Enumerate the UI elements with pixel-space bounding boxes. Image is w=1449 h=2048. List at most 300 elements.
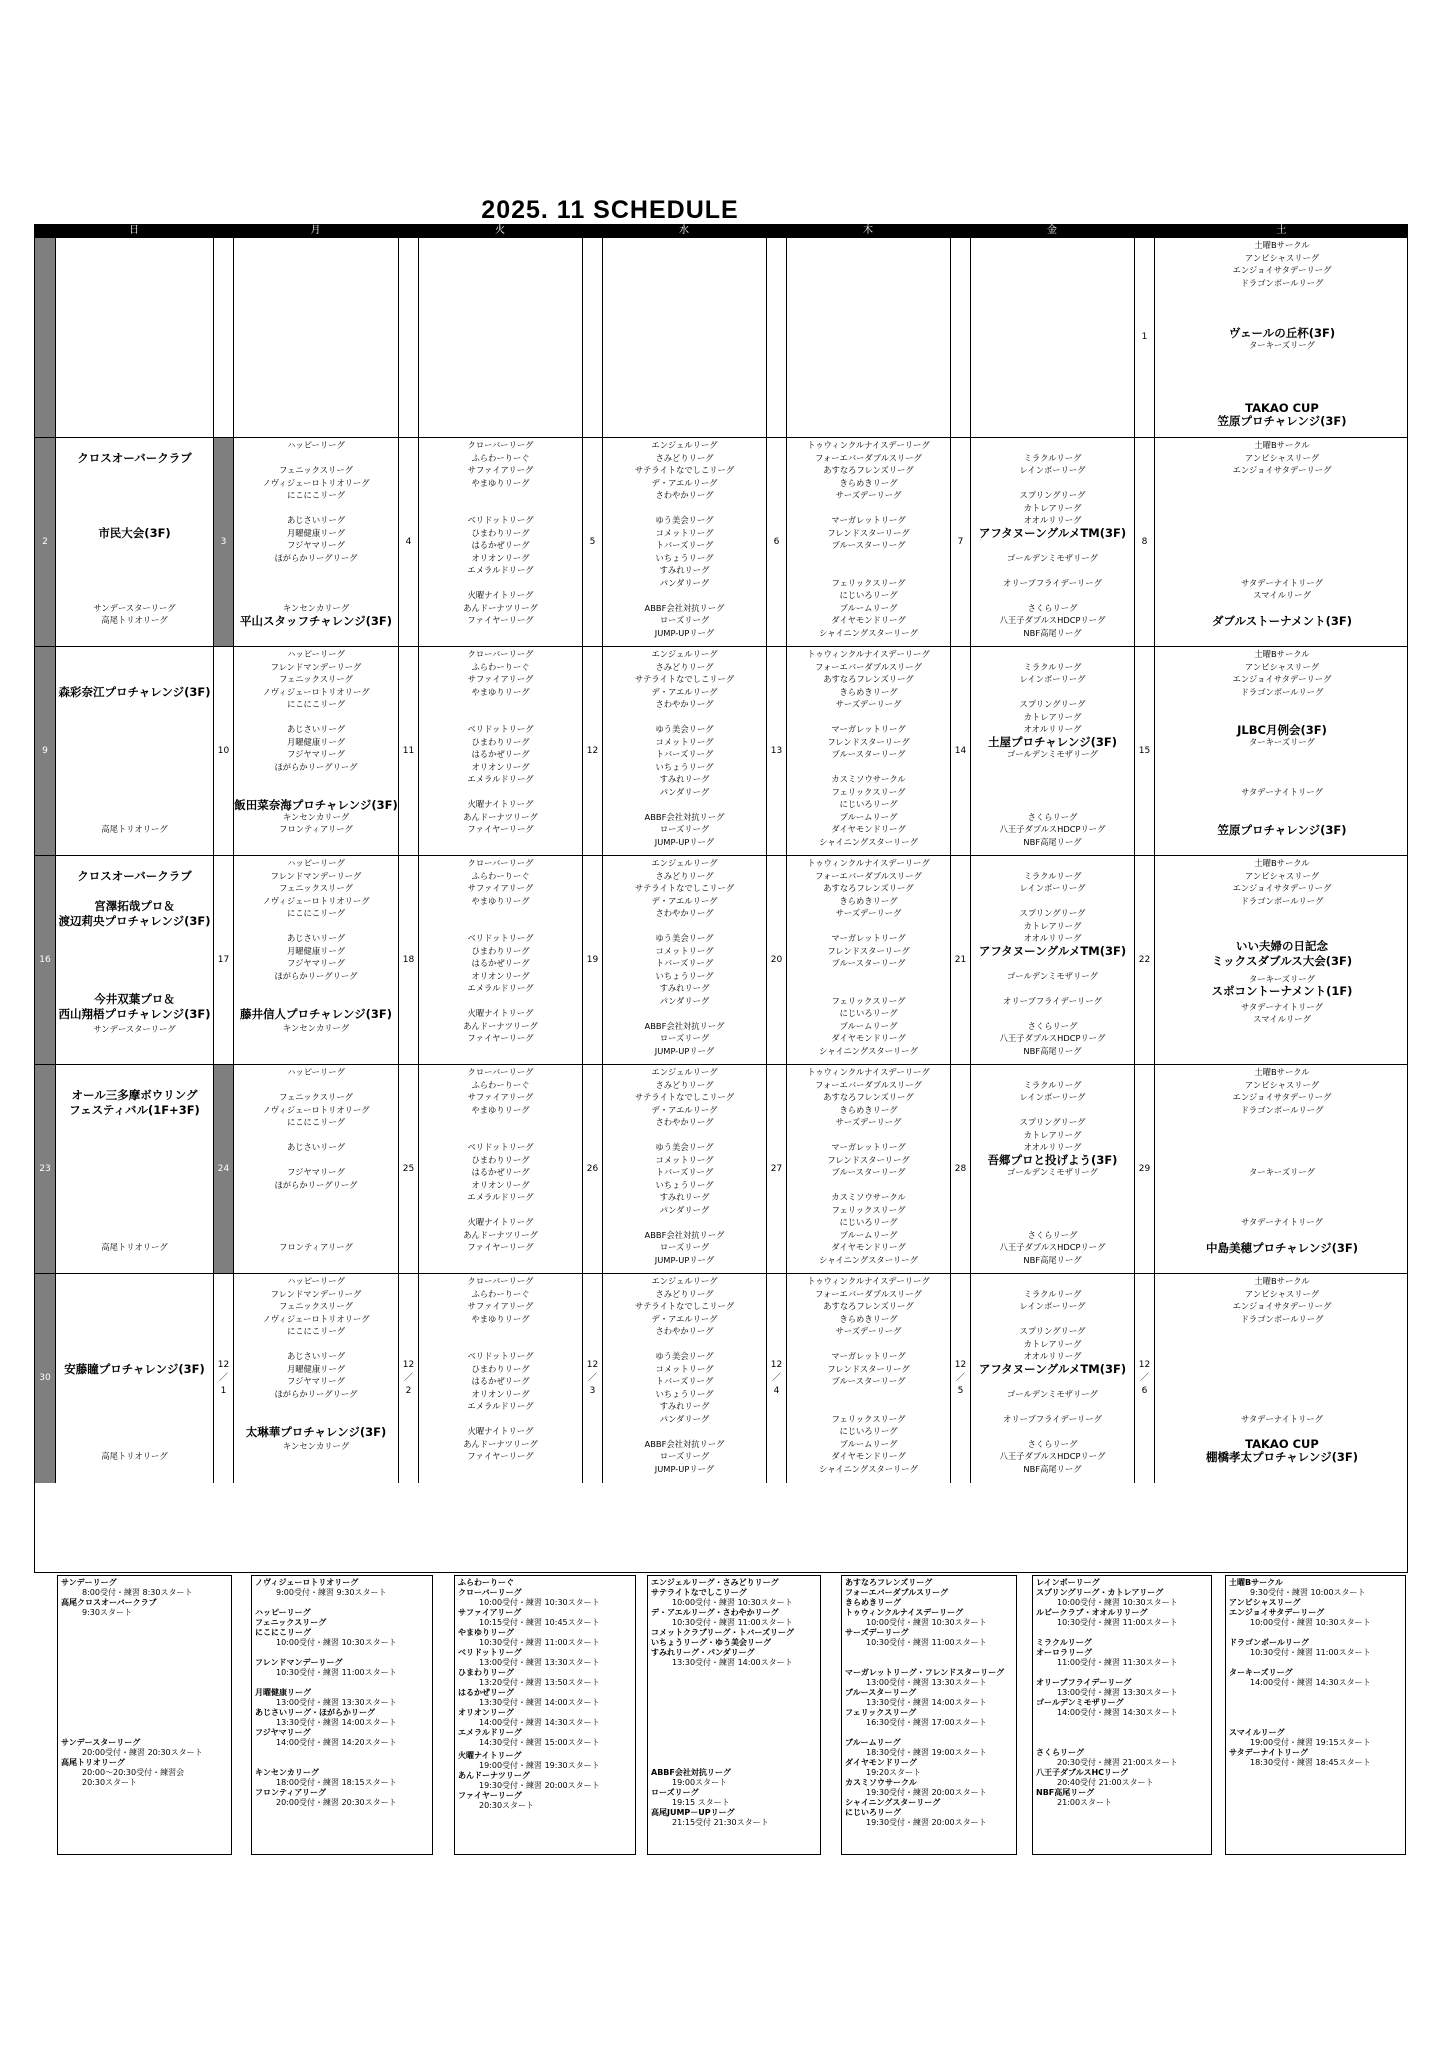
day-cell[interactable] bbox=[418, 1065, 582, 1273]
legend-league: アンビシャスリーグ bbox=[1229, 1598, 1301, 1607]
day-number: 27 bbox=[770, 1163, 783, 1174]
league-name: いちょうリーグ bbox=[655, 761, 714, 772]
league-name: トバーズリーグ bbox=[655, 958, 714, 968]
legend-league: オリオンリーグ bbox=[458, 1708, 514, 1717]
league-name: さみどりリーグ bbox=[655, 661, 714, 672]
league-name: ゆう美会リーグ bbox=[655, 515, 714, 525]
legend-time: 11:00受付・練習 11:30スタート bbox=[1057, 1658, 1178, 1667]
day-cell[interactable] bbox=[418, 1274, 582, 1483]
league-name: さくらリーグ bbox=[1027, 602, 1078, 613]
legend-box bbox=[1032, 1575, 1212, 1855]
day-cell[interactable] bbox=[55, 1065, 213, 1273]
day-cell[interactable] bbox=[1154, 856, 1409, 1064]
league-name: カトレアリーグ bbox=[1023, 711, 1082, 722]
day-cell[interactable] bbox=[418, 438, 582, 646]
league-name: カスミソウサークル bbox=[831, 774, 906, 784]
league-name: 土曜Bサークル bbox=[1254, 649, 1310, 659]
league-name: レインボーリーグ bbox=[1019, 674, 1086, 684]
day-number: 29 bbox=[1138, 1163, 1151, 1174]
day-number: 22 bbox=[1138, 954, 1151, 965]
day-number-strip bbox=[950, 647, 970, 855]
day-number-strip bbox=[35, 856, 55, 1064]
event-title: 笠原プロチャレンジ(3F) bbox=[1217, 822, 1347, 837]
league-name: フジヤマリーグ bbox=[287, 958, 345, 968]
calendar-week bbox=[35, 1064, 1407, 1273]
legend-league: エメラルドリーグ bbox=[458, 1728, 522, 1737]
legend-league: 火曜ナイトリーグ bbox=[458, 1751, 522, 1760]
league-name: ミラクルリーグ bbox=[1023, 661, 1082, 672]
day-cell[interactable] bbox=[1154, 1065, 1409, 1273]
league-name: カスミソウサークル bbox=[831, 1192, 906, 1202]
legend-time: 19:30受付・練習 20:00スタート bbox=[479, 1781, 600, 1790]
league-name: レインボーリーグ bbox=[1019, 883, 1086, 893]
league-name: JUMP-UPリーグ bbox=[654, 1463, 715, 1474]
league-name: いちょうリーグ bbox=[655, 970, 714, 981]
league-name: スプリングリーグ bbox=[1019, 908, 1086, 918]
league-name: いちょうリーグ bbox=[655, 1388, 714, 1399]
legend-time: 19:00受付・練習 19:15スタート bbox=[1250, 1738, 1371, 1747]
league-name: フォーエバーダブルスリーグ bbox=[815, 1288, 922, 1299]
legend-league: ABBF会社対抗リーグ bbox=[651, 1768, 731, 1777]
league-name: エンジェルリーグ bbox=[651, 858, 718, 868]
legend-league: フロンティアリーグ bbox=[255, 1788, 327, 1797]
league-name: シャイニングスターリーグ bbox=[819, 836, 918, 847]
legend-time: 14:00受付・練習 14:20スタート bbox=[276, 1738, 397, 1747]
league-name: ブルースターリーグ bbox=[831, 1167, 906, 1177]
league-name: ベリドットリーグ bbox=[467, 933, 534, 943]
day-number-strip bbox=[766, 647, 786, 855]
league-name: カトレアリーグ bbox=[1023, 920, 1082, 931]
league-name: サーズデーリーグ bbox=[835, 908, 902, 918]
legend-time: 8:00受付・練習 8:30スタート bbox=[82, 1588, 193, 1597]
day-cell[interactable] bbox=[786, 856, 950, 1064]
legend-league: レインボーリーグ bbox=[1036, 1578, 1100, 1587]
league-name: ダイヤモンドリーグ bbox=[831, 1033, 906, 1043]
league-name: フェリックスリーグ bbox=[831, 1413, 906, 1424]
league-name: エンジェルリーグ bbox=[651, 649, 718, 659]
day-number: 30 bbox=[39, 1373, 51, 1383]
legend-league: にじいろリーグ bbox=[845, 1808, 901, 1817]
league-name: さくらリーグ bbox=[1027, 811, 1078, 822]
event-title: 宮澤拓哉プロ＆ bbox=[94, 899, 175, 913]
legend-league: はるかぜリーグ bbox=[458, 1688, 514, 1697]
legend-league: サンデースターリーグ bbox=[61, 1738, 141, 1747]
legend-time: 20:30スタート bbox=[82, 1778, 138, 1787]
league-name: サンデースターリーグ bbox=[93, 1024, 176, 1035]
league-name: カトレアリーグ bbox=[1023, 1129, 1082, 1140]
league-name: ターキーズリーグ bbox=[1249, 340, 1315, 350]
league-name: 土曜Bサークル bbox=[1254, 440, 1310, 450]
league-name: アンビシャスリーグ bbox=[1244, 452, 1320, 463]
event-title: ミックスダブルス大会(3F) bbox=[1211, 954, 1353, 968]
event-title: いい夫婦の日記念 bbox=[1236, 939, 1328, 953]
day-cell[interactable] bbox=[970, 647, 1134, 855]
day-number: 23 bbox=[39, 1163, 51, 1174]
day-cell[interactable] bbox=[55, 1274, 213, 1483]
league-name: ブルームリーグ bbox=[839, 602, 898, 613]
league-name: ABBF会社対抗リーグ bbox=[644, 811, 725, 822]
league-name: フレンドスターリーグ bbox=[827, 1154, 910, 1165]
day-number-strip bbox=[398, 647, 418, 855]
legend-time: 13:30受付・練習 14:00スタート bbox=[479, 1698, 600, 1707]
legend-league: 月曜健康リーグ bbox=[255, 1688, 311, 1697]
day-cell[interactable] bbox=[55, 647, 213, 855]
league-name: 月曜健康リーグ bbox=[286, 736, 346, 747]
day-cell[interactable] bbox=[602, 1065, 766, 1273]
league-name: アンビシャスリーグ bbox=[1244, 661, 1320, 672]
legend-league: クローバーリーグ bbox=[458, 1588, 522, 1597]
league-name: トバーズリーグ bbox=[655, 1376, 714, 1386]
league-name: 月曜健康リーグ bbox=[286, 527, 346, 538]
league-name: ファイヤーリーグ bbox=[467, 824, 534, 834]
event-title: アフタヌーングルメTM(3F) bbox=[978, 526, 1127, 540]
league-name: 八王子ダブルスHDCPリーグ bbox=[999, 615, 1106, 625]
league-name: コメットリーグ bbox=[655, 527, 714, 538]
legend-box bbox=[841, 1575, 1017, 1855]
league-name: はるかぜリーグ bbox=[471, 1376, 530, 1386]
league-name: フジヤマリーグ bbox=[287, 1167, 345, 1177]
legend-time: 14:00受付・練習 14:30スタート bbox=[1057, 1708, 1178, 1717]
day-cell[interactable] bbox=[786, 438, 950, 646]
league-name: サテライトなでしこリーグ bbox=[634, 1301, 735, 1311]
day-cell[interactable] bbox=[602, 856, 766, 1064]
legend-league: マーガレットリーグ・フレンドスターリーグ bbox=[845, 1668, 1005, 1677]
league-name: やまゆりリーグ bbox=[471, 477, 530, 488]
league-name: ミラクルリーグ bbox=[1023, 870, 1082, 881]
day-number: 28 bbox=[954, 1163, 967, 1174]
league-name: ベリドットリーグ bbox=[467, 1351, 534, 1361]
legend-time: 20:00受付・練習 20:30スタート bbox=[82, 1748, 203, 1757]
day-number-strip bbox=[1134, 1274, 1154, 1483]
league-name: スプリングリーグ bbox=[1019, 490, 1086, 500]
league-name: はるかぜリーグ bbox=[471, 749, 530, 759]
legend-league: フェリックスリーグ bbox=[845, 1708, 917, 1717]
league-name: アンビシャスリーグ bbox=[1244, 1288, 1320, 1299]
league-name: さみどりリーグ bbox=[655, 1288, 714, 1299]
league-name: さみどりリーグ bbox=[655, 870, 714, 881]
legend-league: シャイニングスターリーグ bbox=[845, 1798, 941, 1807]
day-cell[interactable] bbox=[233, 438, 398, 646]
day-cell[interactable] bbox=[970, 1065, 1134, 1273]
day-cell[interactable] bbox=[786, 238, 950, 437]
day-cell[interactable] bbox=[786, 647, 950, 855]
legend-league: NBF高尾リーグ bbox=[1036, 1788, 1095, 1797]
league-name: エンジョイサタデーリーグ bbox=[1232, 265, 1332, 275]
league-name: にじいろリーグ bbox=[839, 1217, 898, 1227]
legend-league: エンジョイサタデーリーグ bbox=[1229, 1608, 1325, 1617]
event-title: 笠原プロチャレンジ(3F) bbox=[1217, 413, 1347, 428]
weekday-label: 木 bbox=[863, 225, 873, 236]
league-name: 高尾トリオリーグ bbox=[101, 1451, 168, 1461]
legend-time: 18:30受付・練習 18:45スタート bbox=[1250, 1758, 1371, 1767]
day-number-strip bbox=[213, 1274, 233, 1483]
league-name: トバーズリーグ bbox=[655, 540, 714, 550]
legend-time: 14:00受付・練習 14:30スタート bbox=[1250, 1678, 1371, 1687]
league-name: マーガレットリーグ bbox=[831, 933, 906, 943]
event-title: 西山翔梧プロチャレンジ(3F) bbox=[58, 1006, 211, 1021]
league-name: オリオンリーグ bbox=[471, 1179, 530, 1190]
league-name: オリオンリーグ bbox=[471, 1388, 530, 1399]
day-cell[interactable] bbox=[1154, 1274, 1409, 1483]
day-number: 9 bbox=[42, 745, 48, 756]
day-number: 26 bbox=[586, 1163, 599, 1174]
league-name: ターキーズリーグ bbox=[1249, 974, 1315, 985]
league-name: さくらリーグ bbox=[1027, 1229, 1078, 1240]
legend-time: 10:00受付・練習 10:30スタート bbox=[1057, 1598, 1178, 1607]
legend-league: いちょうリーグ・ゆう美会リーグ bbox=[651, 1638, 771, 1647]
weekday-label: 月 bbox=[310, 225, 321, 236]
legend-time: 10:30受付・練習 11:00スタート bbox=[1250, 1648, 1371, 1657]
league-name: スプリングリーグ bbox=[1019, 1117, 1086, 1127]
day-number-strip bbox=[582, 647, 602, 855]
league-name: JUMP-UPリーグ bbox=[654, 1254, 715, 1265]
legend-league: ノヴィジェーロトリオリーグ bbox=[255, 1578, 359, 1587]
day-cell[interactable] bbox=[418, 238, 582, 437]
day-cell[interactable] bbox=[233, 647, 398, 855]
league-name: フレンドスターリーグ bbox=[827, 736, 910, 747]
league-name: マーガレットリーグ bbox=[831, 1142, 906, 1152]
league-name: ドラゴンボールリーグ bbox=[1240, 1313, 1324, 1324]
league-name: カトレアリーグ bbox=[1023, 1338, 1082, 1349]
league-name: ダイヤモンドリーグ bbox=[831, 1451, 906, 1461]
league-name: パンダリーグ bbox=[659, 1204, 710, 1215]
day-cell[interactable] bbox=[418, 856, 582, 1064]
day-cell[interactable] bbox=[233, 238, 398, 437]
league-name: レインボーリーグ bbox=[1019, 1092, 1086, 1102]
event-title: 土屋プロチャレンジ(3F) bbox=[988, 735, 1117, 749]
league-name: ゴールデンミモザリーグ bbox=[1007, 1167, 1098, 1177]
league-name: フェニックスリーグ bbox=[279, 674, 353, 684]
league-name: ほがらかリーグリーグ bbox=[274, 970, 358, 981]
league-name: スプリングリーグ bbox=[1019, 1326, 1086, 1336]
legend-time: 10:15受付・練習 10:45スタート bbox=[479, 1618, 600, 1627]
weekday-label: 日 bbox=[129, 225, 139, 236]
day-cell[interactable] bbox=[233, 856, 398, 1064]
legend-time: 19:30受付・練習 20:00スタート bbox=[866, 1788, 987, 1797]
day-cell[interactable] bbox=[233, 1274, 398, 1483]
league-name: 土曜Bサークル bbox=[1254, 1067, 1310, 1077]
league-name: デ・アエルリーグ bbox=[651, 477, 718, 488]
league-name: シャイニングスターリーグ bbox=[819, 1463, 918, 1474]
league-name: すみれリーグ bbox=[659, 983, 710, 993]
league-name: すみれリーグ bbox=[659, 1192, 710, 1202]
league-name: ゴールデンミモザリーグ bbox=[1007, 749, 1098, 759]
day-number: 14 bbox=[954, 745, 967, 756]
league-name: すみれリーグ bbox=[659, 1401, 710, 1411]
day-number: 24 bbox=[217, 1163, 230, 1174]
league-name: ミラクルリーグ bbox=[1023, 452, 1082, 463]
day-number-strip bbox=[1134, 438, 1154, 646]
league-name: フェニックスリーグ bbox=[279, 883, 353, 893]
league-name: さくらリーグ bbox=[1027, 1020, 1078, 1031]
league-name: あんドーナツリーグ bbox=[463, 1229, 538, 1240]
legend-time: 10:00受付・練習 10:30スタート bbox=[276, 1638, 397, 1647]
league-name: フロンティアリーグ bbox=[279, 824, 353, 834]
league-name: フォーエバーダブルスリーグ bbox=[815, 870, 922, 881]
day-cell[interactable] bbox=[1154, 647, 1409, 855]
event-title: 今井双葉プロ＆ bbox=[94, 991, 175, 1006]
league-name: オリオンリーグ bbox=[471, 761, 530, 772]
league-name: コメットリーグ bbox=[655, 945, 714, 956]
league-name: オリオンリーグ bbox=[471, 970, 530, 981]
league-name: ファイヤーリーグ bbox=[467, 1033, 534, 1043]
league-name: オリーブフライデーリーグ bbox=[1003, 577, 1102, 588]
day-number: 6 bbox=[773, 536, 780, 547]
day-cell[interactable] bbox=[786, 1274, 950, 1483]
legend-league: オーロラリーグ bbox=[1036, 1648, 1092, 1657]
day-number-strip bbox=[398, 1274, 418, 1483]
event-title: 太琳華プロチャレンジ(3F) bbox=[245, 1424, 387, 1439]
league-name: ダイヤモンドリーグ bbox=[831, 824, 906, 834]
page-title: 2025. 11 SCHEDULE bbox=[481, 196, 739, 224]
day-cell[interactable] bbox=[602, 438, 766, 646]
day-number: 12 ／ 5 bbox=[954, 1360, 967, 1396]
day-number-strip bbox=[950, 856, 970, 1064]
league-name: ふらわーりーぐ bbox=[471, 870, 530, 881]
legend-league: ふらわーりーぐ bbox=[458, 1578, 514, 1587]
league-name: エメラルドリーグ bbox=[467, 1401, 534, 1411]
league-name: エメラルドリーグ bbox=[467, 565, 534, 575]
league-name: サーズデーリーグ bbox=[835, 490, 902, 500]
league-name: 月曜健康リーグ bbox=[286, 1363, 346, 1374]
legend-time: 20:00～20:30受付・練習会 bbox=[82, 1768, 185, 1777]
event-title: 中島美穂プロチャレンジ(3F) bbox=[1206, 1240, 1358, 1255]
league-name: いちょうリーグ bbox=[655, 1179, 714, 1190]
league-name: あじさいリーグ bbox=[286, 1142, 346, 1152]
league-name: エンジェルリーグ bbox=[651, 1067, 718, 1077]
day-number: 7 bbox=[957, 536, 964, 547]
day-cell[interactable] bbox=[786, 1065, 950, 1273]
legend-box bbox=[251, 1575, 433, 1855]
event-title: フェスティバル(1F+3F) bbox=[69, 1103, 200, 1117]
day-cell[interactable] bbox=[233, 1065, 398, 1273]
legend-league: ブルースターリーグ bbox=[845, 1688, 917, 1697]
league-name: にじいろリーグ bbox=[839, 1008, 898, 1018]
day-cell[interactable] bbox=[55, 856, 213, 1064]
event-title: TAKAO CUP bbox=[1245, 1437, 1319, 1451]
league-name: デ・アエルリーグ bbox=[651, 895, 718, 906]
legend-time: 10:00受付・練習 10:30スタート bbox=[1250, 1618, 1371, 1627]
legend-time: 10:00受付・練習 10:30スタート bbox=[672, 1598, 793, 1607]
league-name: ブルースターリーグ bbox=[831, 958, 906, 968]
legend-time: 20:30受付・練習 21:00スタート bbox=[1057, 1758, 1178, 1767]
league-name: 土曜Bサークル bbox=[1254, 240, 1310, 250]
legend-time: 13:30受付・練習 14:00スタート bbox=[276, 1718, 397, 1727]
league-name: ひまわりリーグ bbox=[471, 736, 530, 747]
day-number-strip bbox=[213, 856, 233, 1064]
league-name: デ・アエルリーグ bbox=[651, 1104, 718, 1115]
legend-league: ダイヤモンドリーグ bbox=[845, 1758, 917, 1767]
event-title: 渡辺莉央プロチャレンジ(3F) bbox=[58, 914, 211, 928]
day-number: 4 bbox=[405, 536, 412, 547]
legend-league: すみれリーグ・パンダリーグ bbox=[651, 1648, 755, 1657]
league-name: サンデースターリーグ bbox=[93, 602, 176, 613]
weekday-label: 水 bbox=[679, 225, 689, 236]
day-number: 13 bbox=[770, 745, 783, 756]
league-name: 月曜健康リーグ bbox=[286, 945, 346, 956]
day-number: 12 ／ 6 bbox=[1138, 1360, 1151, 1396]
league-name: フェリックスリーグ bbox=[831, 995, 906, 1006]
legend-league: ターキーズリーグ bbox=[1229, 1668, 1293, 1677]
league-name: 火曜ナイトリーグ bbox=[467, 1217, 534, 1227]
league-name: ゆう美会リーグ bbox=[655, 1142, 714, 1152]
day-cell[interactable] bbox=[602, 1274, 766, 1483]
day-cell[interactable] bbox=[55, 438, 213, 646]
league-name: さみどりリーグ bbox=[655, 1079, 714, 1090]
legend-league: コメットクラブリーグ・トバーズリーグ bbox=[651, 1628, 794, 1637]
league-name: サテライトなでしこリーグ bbox=[634, 465, 735, 475]
league-name: トバーズリーグ bbox=[655, 749, 714, 759]
league-name: フレンドスターリーグ bbox=[827, 945, 910, 956]
day-cell[interactable] bbox=[55, 238, 213, 437]
league-name: アンビシャスリーグ bbox=[1244, 1079, 1320, 1090]
league-name: ローズリーグ bbox=[659, 1451, 710, 1461]
league-name: ひまわりリーグ bbox=[471, 1154, 530, 1165]
legend-time: 10:30受付・練習 11:00スタート bbox=[1057, 1618, 1178, 1627]
day-cell[interactable] bbox=[970, 1274, 1134, 1483]
day-cell[interactable] bbox=[970, 238, 1134, 437]
league-name: クローバーリーグ bbox=[467, 1067, 534, 1077]
league-time-legend bbox=[34, 1575, 1408, 1855]
league-name: アンビシャスリーグ bbox=[1244, 870, 1320, 881]
league-name: クローバーリーグ bbox=[467, 1276, 534, 1286]
event-title: クロスオーバークラブ bbox=[77, 869, 192, 883]
legend-time: 18:00受付・練習 18:15スタート bbox=[276, 1778, 397, 1787]
legend-league: サンデーリーグ bbox=[61, 1578, 117, 1587]
day-cell[interactable] bbox=[1154, 238, 1409, 437]
league-name: スプリングリーグ bbox=[1019, 699, 1086, 709]
day-cell[interactable] bbox=[970, 438, 1134, 646]
league-name: フジヤマリーグ bbox=[287, 540, 345, 550]
legend-league: あんドーナツリーグ bbox=[458, 1771, 530, 1780]
league-name: あすなろフレンズリーグ bbox=[823, 883, 914, 893]
league-name: あすなろフレンズリーグ bbox=[823, 1301, 914, 1311]
day-number-strip bbox=[398, 238, 418, 437]
day-number: 12 ／ 3 bbox=[586, 1360, 599, 1396]
league-name: シャイニングスターリーグ bbox=[819, 627, 918, 638]
calendar-week bbox=[35, 1273, 1407, 1483]
day-cell[interactable] bbox=[970, 856, 1134, 1064]
league-name: さわやかリーグ bbox=[655, 1326, 714, 1336]
league-name: ターキーズリーグ bbox=[1249, 1167, 1315, 1177]
league-name: フレンドマンデーリーグ bbox=[270, 870, 362, 881]
league-name: サファイアリーグ bbox=[467, 883, 534, 893]
day-number: 2 bbox=[42, 536, 48, 547]
league-name: さみどりリーグ bbox=[655, 452, 714, 463]
legend-league: あすなろフレンズリーグ bbox=[845, 1578, 933, 1587]
legend-league: フェニックスリーグ bbox=[255, 1618, 327, 1627]
day-cell[interactable] bbox=[1154, 438, 1409, 646]
league-name: ふらわーりーぐ bbox=[471, 1079, 530, 1090]
league-name: エンジェルリーグ bbox=[651, 1276, 718, 1286]
legend-league: 高尾トリオリーグ bbox=[61, 1758, 125, 1767]
league-name: トゥウィンクルナイスデーリーグ bbox=[807, 649, 930, 659]
legend-time: 10:30受付・練習 11:00スタート bbox=[866, 1638, 987, 1647]
day-number: 10 bbox=[217, 745, 230, 756]
league-name: ダイヤモンドリーグ bbox=[831, 1242, 906, 1252]
league-name: マーガレットリーグ bbox=[831, 724, 906, 734]
day-cell[interactable] bbox=[602, 238, 766, 437]
league-name: エンジョイサタデーリーグ bbox=[1232, 1301, 1332, 1311]
league-name: フレンドマンデーリーグ bbox=[270, 661, 362, 672]
league-name: オリーブフライデーリーグ bbox=[1003, 995, 1102, 1006]
day-cell[interactable] bbox=[418, 647, 582, 855]
league-name: ファイヤーリーグ bbox=[467, 615, 534, 625]
league-name: サタデーナイトリーグ bbox=[1241, 1001, 1323, 1012]
league-name: あすなろフレンズリーグ bbox=[823, 1092, 914, 1102]
day-cell[interactable] bbox=[602, 647, 766, 855]
league-name: ブルームリーグ bbox=[839, 1438, 898, 1449]
